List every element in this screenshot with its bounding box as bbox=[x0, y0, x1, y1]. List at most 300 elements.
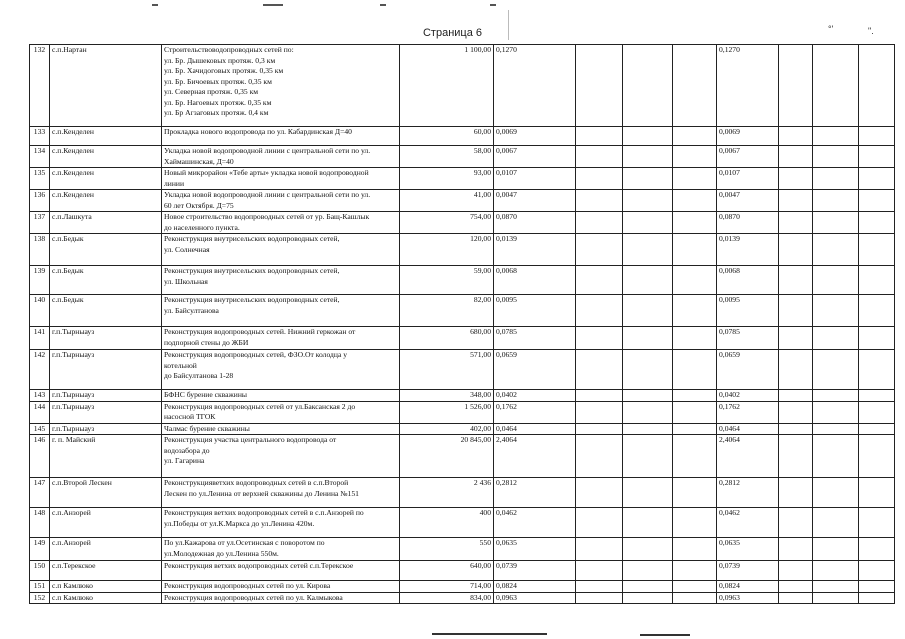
settlement-name: г.п.Тырныауз bbox=[50, 327, 162, 350]
empty-cell bbox=[859, 423, 895, 435]
share-cell: 0,0824 bbox=[494, 581, 576, 593]
empty-cell bbox=[813, 508, 859, 538]
work-description bbox=[162, 327, 400, 350]
empty-cell bbox=[623, 327, 673, 350]
amount-cell: 754,00 bbox=[400, 212, 494, 234]
description-line: Реконструкция водопроводных сетей от ул.Баксанская 2 до bbox=[164, 401, 356, 411]
description-line: насосной ТГОК bbox=[164, 412, 216, 421]
description-line: до населенного пункта. bbox=[164, 222, 240, 232]
work-description bbox=[162, 390, 400, 402]
row-number: 138 bbox=[30, 234, 50, 266]
empty-cell bbox=[813, 295, 859, 327]
row-number: 141 bbox=[30, 327, 50, 350]
work-description bbox=[162, 350, 400, 390]
settlement-name: с.п.Кенделен bbox=[50, 168, 162, 190]
empty-cell bbox=[576, 212, 623, 234]
empty-cell bbox=[576, 423, 623, 435]
share-total-cell: 0,0659 bbox=[717, 350, 779, 390]
share-total-cell: 0,0739 bbox=[717, 561, 779, 581]
amount-cell: 402,00 bbox=[400, 423, 494, 435]
amount-cell: 400 bbox=[400, 508, 494, 538]
empty-cell bbox=[859, 212, 895, 234]
empty-cell bbox=[576, 127, 623, 146]
share-total-cell: 0,2812 bbox=[717, 478, 779, 508]
description-line: ул. Бр. Бичоевых протяж. 0,35 км bbox=[164, 76, 272, 86]
row-number: 144 bbox=[30, 401, 50, 423]
table-row bbox=[30, 168, 895, 190]
empty-cell bbox=[779, 581, 813, 593]
empty-cell bbox=[673, 435, 717, 478]
settlement-name: с.п.Нартан bbox=[50, 45, 162, 127]
empty-cell bbox=[779, 190, 813, 212]
empty-cell bbox=[813, 423, 859, 435]
scan-artifact bbox=[152, 4, 158, 6]
empty-cell bbox=[576, 327, 623, 350]
empty-cell bbox=[673, 266, 717, 295]
empty-cell bbox=[779, 234, 813, 266]
work-description bbox=[162, 561, 400, 581]
share-cell: 0,0635 bbox=[494, 538, 576, 561]
empty-cell bbox=[576, 146, 623, 168]
empty-cell bbox=[576, 234, 623, 266]
row-number: 140 bbox=[30, 295, 50, 327]
empty-cell bbox=[623, 190, 673, 212]
empty-cell bbox=[779, 350, 813, 390]
settlement-name: с.п.Анзорей bbox=[50, 538, 162, 561]
empty-cell bbox=[673, 327, 717, 350]
settlement-name: г.п.Тырныауз bbox=[50, 390, 162, 402]
empty-cell bbox=[673, 168, 717, 190]
empty-cell bbox=[673, 390, 717, 402]
row-number: 148 bbox=[30, 508, 50, 538]
table-row bbox=[30, 508, 895, 538]
share-total-cell: 0,1762 bbox=[717, 401, 779, 423]
empty-cell bbox=[813, 538, 859, 561]
empty-cell bbox=[623, 508, 673, 538]
work-description bbox=[162, 45, 400, 127]
table-row bbox=[30, 127, 895, 146]
share-total-cell: 0,0870 bbox=[717, 212, 779, 234]
empty-cell bbox=[623, 435, 673, 478]
share-cell: 0,0739 bbox=[494, 561, 576, 581]
table-row bbox=[30, 295, 895, 327]
empty-cell bbox=[623, 561, 673, 581]
empty-cell bbox=[623, 234, 673, 266]
amount-cell: 834,00 bbox=[400, 592, 494, 604]
share-cell: 0,0069 bbox=[494, 127, 576, 146]
work-description bbox=[162, 592, 400, 604]
empty-cell bbox=[623, 592, 673, 604]
work-description bbox=[162, 581, 400, 593]
table-row bbox=[30, 234, 895, 266]
empty-cell bbox=[813, 266, 859, 295]
work-description bbox=[162, 266, 400, 295]
projects-table bbox=[29, 44, 895, 604]
share-total-cell: 0,0139 bbox=[717, 234, 779, 266]
description-line: Реконструкция ветхих водопроводных сетей с.п.Терекское bbox=[164, 561, 354, 570]
table-row bbox=[30, 478, 895, 508]
table-row bbox=[30, 581, 895, 593]
description-line: Реконструкция внутрисельских водопроводных сетей, bbox=[164, 234, 340, 243]
empty-cell bbox=[673, 508, 717, 538]
empty-cell bbox=[859, 581, 895, 593]
description-line: Укладка новой водопроводной линии с центральной сети по ул. bbox=[164, 146, 371, 155]
share-cell: 0,0095 bbox=[494, 295, 576, 327]
work-description bbox=[162, 538, 400, 561]
settlement-name: с.п Камлюко bbox=[50, 581, 162, 593]
settlement-name: с.п.Кенделен bbox=[50, 190, 162, 212]
empty-cell bbox=[859, 401, 895, 423]
empty-cell bbox=[576, 435, 623, 478]
settlement-name: с.п.Бедык bbox=[50, 266, 162, 295]
empty-cell bbox=[623, 478, 673, 508]
empty-cell bbox=[576, 581, 623, 593]
amount-cell: 2 436 bbox=[400, 478, 494, 508]
row-number: 151 bbox=[30, 581, 50, 593]
empty-cell bbox=[859, 350, 895, 390]
description-line: ул.Молодежная до ул.Ленина 550м. bbox=[164, 548, 279, 558]
empty-cell bbox=[673, 350, 717, 390]
amount-cell: 571,00 bbox=[400, 350, 494, 390]
share-cell: 0,0067 bbox=[494, 146, 576, 168]
row-number: 132 bbox=[30, 45, 50, 127]
description-line: ул. Бр. Хачидоговых протяж. 0,35 км bbox=[164, 66, 284, 75]
table-row bbox=[30, 538, 895, 561]
empty-cell bbox=[673, 592, 717, 604]
empty-cell bbox=[623, 146, 673, 168]
empty-cell bbox=[859, 168, 895, 190]
table-row bbox=[30, 45, 895, 127]
empty-cell bbox=[673, 127, 717, 146]
empty-cell bbox=[623, 538, 673, 561]
settlement-name: с.п.Терекское bbox=[50, 561, 162, 581]
settlement-name: с.п.Лашкута bbox=[50, 212, 162, 234]
share-cell: 0,0139 bbox=[494, 234, 576, 266]
work-description bbox=[162, 168, 400, 190]
work-description bbox=[162, 295, 400, 327]
empty-cell bbox=[813, 45, 859, 127]
empty-cell bbox=[779, 478, 813, 508]
empty-cell bbox=[779, 212, 813, 234]
scan-artifact bbox=[380, 4, 386, 6]
share-cell: 0,0659 bbox=[494, 350, 576, 390]
description-line: 60 лет Октября. Д=75 bbox=[164, 200, 234, 210]
table-row bbox=[30, 435, 895, 478]
share-cell: 0,1762 bbox=[494, 401, 576, 423]
table-row bbox=[30, 561, 895, 581]
scan-artifact bbox=[490, 4, 496, 6]
description-line: водозабора до bbox=[164, 445, 210, 455]
empty-cell bbox=[813, 350, 859, 390]
work-description bbox=[162, 435, 400, 478]
share-total-cell: 0,0069 bbox=[717, 127, 779, 146]
description-line: ул. Школьная bbox=[164, 276, 208, 286]
amount-cell: 58,00 bbox=[400, 146, 494, 168]
empty-cell bbox=[779, 146, 813, 168]
row-number: 136 bbox=[30, 190, 50, 212]
share-cell: 0,0107 bbox=[494, 168, 576, 190]
empty-cell bbox=[859, 508, 895, 538]
row-number: 146 bbox=[30, 435, 50, 478]
empty-cell bbox=[779, 435, 813, 478]
amount-cell: 120,00 bbox=[400, 234, 494, 266]
empty-cell bbox=[779, 538, 813, 561]
empty-cell bbox=[779, 508, 813, 538]
empty-cell bbox=[779, 423, 813, 435]
empty-cell bbox=[859, 478, 895, 508]
empty-cell bbox=[813, 234, 859, 266]
empty-cell bbox=[623, 168, 673, 190]
description-line: котельной bbox=[164, 360, 197, 370]
row-number: 150 bbox=[30, 561, 50, 581]
work-description bbox=[162, 212, 400, 234]
amount-cell: 680,00 bbox=[400, 327, 494, 350]
empty-cell bbox=[673, 146, 717, 168]
empty-cell bbox=[813, 146, 859, 168]
share-total-cell: 0,1270 bbox=[717, 45, 779, 127]
table-row bbox=[30, 327, 895, 350]
empty-cell bbox=[623, 295, 673, 327]
page-header: Страница 6 bbox=[422, 27, 483, 39]
empty-cell bbox=[779, 127, 813, 146]
empty-cell bbox=[859, 266, 895, 295]
share-total-cell: 0,0068 bbox=[717, 266, 779, 295]
empty-cell bbox=[813, 190, 859, 212]
empty-cell bbox=[779, 390, 813, 402]
row-number: 145 bbox=[30, 423, 50, 435]
row-number: 142 bbox=[30, 350, 50, 390]
table-row bbox=[30, 146, 895, 168]
share-total-cell: 0,0462 bbox=[717, 508, 779, 538]
empty-cell bbox=[859, 592, 895, 604]
empty-cell bbox=[623, 401, 673, 423]
empty-cell bbox=[813, 327, 859, 350]
settlement-name: с.п.Бедык bbox=[50, 234, 162, 266]
table-row bbox=[30, 350, 895, 390]
amount-cell: 93,00 bbox=[400, 168, 494, 190]
description-line: По ул.Кажарова от ул.Осетинская с поворотом по bbox=[164, 538, 325, 547]
empty-cell bbox=[673, 45, 717, 127]
share-total-cell: 0,0824 bbox=[717, 581, 779, 593]
empty-cell bbox=[576, 45, 623, 127]
table-row bbox=[30, 390, 895, 402]
settlement-name: г.п.Тырныауз bbox=[50, 401, 162, 423]
description-line: Лескен по ул.Ленина от верхней скважины до Ленина №151 bbox=[164, 488, 359, 498]
description-line: ул. Бр. Дышековых протяж. 0,3 км bbox=[164, 55, 276, 65]
empty-cell bbox=[813, 478, 859, 508]
share-cell: 0,2812 bbox=[494, 478, 576, 508]
empty-cell bbox=[813, 581, 859, 593]
description-line: Реконструкция водопроводных сетей по ул. Калмыкова bbox=[164, 592, 343, 602]
empty-cell bbox=[859, 190, 895, 212]
empty-cell bbox=[576, 478, 623, 508]
share-total-cell: 0,0635 bbox=[717, 538, 779, 561]
description-line: Строительствоводопроводных сетей по: bbox=[164, 45, 294, 54]
table-row bbox=[30, 401, 895, 423]
empty-cell bbox=[623, 350, 673, 390]
empty-cell bbox=[623, 127, 673, 146]
empty-cell bbox=[859, 127, 895, 146]
table-row bbox=[30, 423, 895, 435]
share-cell: 0,0870 bbox=[494, 212, 576, 234]
empty-cell bbox=[576, 295, 623, 327]
description-line: Реконструкция водопроводных сетей. Нижний геркожан от bbox=[164, 327, 356, 336]
empty-cell bbox=[779, 266, 813, 295]
empty-cell bbox=[813, 435, 859, 478]
empty-cell bbox=[673, 295, 717, 327]
empty-cell bbox=[813, 168, 859, 190]
scan-mark: °' bbox=[828, 24, 834, 34]
share-total-cell: 0,0095 bbox=[717, 295, 779, 327]
description-line: ул. Северная протяж. 0,35 км bbox=[164, 87, 259, 96]
work-description bbox=[162, 478, 400, 508]
row-number: 149 bbox=[30, 538, 50, 561]
settlement-name: г. п. Майский bbox=[50, 435, 162, 478]
description-line: ул. Бр Агзаговых протяж. 0,4 км bbox=[164, 108, 269, 117]
row-number: 139 bbox=[30, 266, 50, 295]
scan-artifact bbox=[432, 633, 547, 635]
settlement-name: с.п.Кенделен bbox=[50, 127, 162, 146]
empty-cell bbox=[673, 212, 717, 234]
empty-cell bbox=[623, 212, 673, 234]
description-line: Реконструкция водопроводных сетей, ФЗО.От колодца у bbox=[164, 350, 348, 359]
empty-cell bbox=[813, 592, 859, 604]
empty-cell bbox=[576, 592, 623, 604]
row-number: 134 bbox=[30, 146, 50, 168]
description-line: линии bbox=[164, 178, 185, 188]
row-number: 137 bbox=[30, 212, 50, 234]
empty-cell bbox=[813, 127, 859, 146]
empty-cell bbox=[673, 581, 717, 593]
share-cell: 0,0785 bbox=[494, 327, 576, 350]
description-line: Реконструкция участка центрального водопровода от bbox=[164, 435, 337, 444]
table-row bbox=[30, 592, 895, 604]
share-cell: 0,0068 bbox=[494, 266, 576, 295]
description-line: ул. Байсултанова bbox=[164, 305, 219, 315]
share-cell: 0,0963 bbox=[494, 592, 576, 604]
empty-cell bbox=[623, 423, 673, 435]
amount-cell: 348,00 bbox=[400, 390, 494, 402]
empty-cell bbox=[623, 45, 673, 127]
amount-cell: 640,00 bbox=[400, 561, 494, 581]
description-line: Реконструкция внутрисельских водопроводных сетей, bbox=[164, 295, 340, 304]
empty-cell bbox=[673, 478, 717, 508]
empty-cell bbox=[859, 295, 895, 327]
empty-cell bbox=[813, 401, 859, 423]
settlement-name: с.п Камлюко bbox=[50, 592, 162, 604]
empty-cell bbox=[779, 295, 813, 327]
empty-cell bbox=[576, 561, 623, 581]
row-number: 133 bbox=[30, 127, 50, 146]
description-line: ул.Победы от ул.К.Маркса до ул.Ленина 420м. bbox=[164, 518, 315, 528]
work-description bbox=[162, 234, 400, 266]
empty-cell bbox=[779, 327, 813, 350]
share-cell: 0,0402 bbox=[494, 390, 576, 402]
share-total-cell: 2,4064 bbox=[717, 435, 779, 478]
description-line: Новое строительство водопроводных сетей от ур. Бащ-Кашлык bbox=[164, 212, 370, 221]
table-row bbox=[30, 190, 895, 212]
description-line: Хаймашинская, Д=40 bbox=[164, 156, 234, 166]
description-line: Реконструкция ветхих водопроводных сетей в с.п.Анзорей по bbox=[164, 508, 364, 517]
amount-cell: 1 526,00 bbox=[400, 401, 494, 423]
empty-cell bbox=[813, 390, 859, 402]
empty-cell bbox=[813, 561, 859, 581]
settlement-name: с.п.Бедык bbox=[50, 295, 162, 327]
description-line: ул. Солнечная bbox=[164, 244, 210, 254]
empty-cell bbox=[859, 561, 895, 581]
empty-cell bbox=[576, 266, 623, 295]
work-description bbox=[162, 508, 400, 538]
amount-cell: 550 bbox=[400, 538, 494, 561]
empty-cell bbox=[576, 401, 623, 423]
table-row bbox=[30, 212, 895, 234]
empty-cell bbox=[859, 146, 895, 168]
settlement-name: г.п.Тырныауз bbox=[50, 423, 162, 435]
work-description bbox=[162, 127, 400, 146]
share-total-cell: 0,0963 bbox=[717, 592, 779, 604]
scan-mark: ". bbox=[868, 26, 874, 36]
share-total-cell: 0,0402 bbox=[717, 390, 779, 402]
description-line: БФНС бурение скважины bbox=[164, 390, 248, 399]
description-line: Реконструкция внутрисельских водопроводных сетей, bbox=[164, 266, 340, 275]
description-line: ул. Бр. Нагоевых протяж. 0,35 км bbox=[164, 97, 272, 107]
description-line: Чалмас бурение скважины bbox=[164, 423, 250, 433]
share-total-cell: 0,0785 bbox=[717, 327, 779, 350]
empty-cell bbox=[859, 538, 895, 561]
empty-cell bbox=[673, 538, 717, 561]
empty-cell bbox=[859, 435, 895, 478]
work-description bbox=[162, 401, 400, 423]
scan-artifact bbox=[263, 4, 283, 6]
description-line: ул. Гагарина bbox=[164, 456, 205, 465]
empty-cell bbox=[859, 45, 895, 127]
share-total-cell: 0,0047 bbox=[717, 190, 779, 212]
description-line: до Байсултанова 1-28 bbox=[164, 371, 234, 380]
settlement-name: с.п.Кенделен bbox=[50, 146, 162, 168]
description-line: Прокладка нового водопровода по ул. Кабардинская Д=40 bbox=[164, 127, 352, 136]
share-cell: 0,0462 bbox=[494, 508, 576, 538]
share-cell: 0,1270 bbox=[494, 45, 576, 127]
share-cell: 2,4064 bbox=[494, 435, 576, 478]
scan-artifact bbox=[640, 634, 690, 636]
empty-cell bbox=[673, 190, 717, 212]
work-description bbox=[162, 146, 400, 168]
amount-cell: 60,00 bbox=[400, 127, 494, 146]
empty-cell bbox=[779, 401, 813, 423]
description-line: Реконструкцияветхих водопроводных сетей в с.п.Второй bbox=[164, 478, 349, 487]
empty-cell bbox=[623, 390, 673, 402]
empty-cell bbox=[859, 327, 895, 350]
settlement-name: г.п.Тырныауз bbox=[50, 350, 162, 390]
amount-cell: 59,00 bbox=[400, 266, 494, 295]
empty-cell bbox=[673, 234, 717, 266]
empty-cell bbox=[779, 168, 813, 190]
empty-cell bbox=[576, 390, 623, 402]
work-description bbox=[162, 423, 400, 435]
empty-cell bbox=[576, 168, 623, 190]
table-row bbox=[30, 266, 895, 295]
empty-cell bbox=[859, 234, 895, 266]
empty-cell bbox=[813, 212, 859, 234]
empty-cell bbox=[859, 390, 895, 402]
share-cell: 0,0464 bbox=[494, 423, 576, 435]
amount-cell: 1 100,00 bbox=[400, 45, 494, 127]
description-line: подпорной стены до ЖБИ bbox=[164, 337, 249, 347]
row-number: 135 bbox=[30, 168, 50, 190]
empty-cell bbox=[673, 401, 717, 423]
settlement-name: с.п.Анзорей bbox=[50, 508, 162, 538]
settlement-name: с.п.Второй Лескен bbox=[50, 478, 162, 508]
